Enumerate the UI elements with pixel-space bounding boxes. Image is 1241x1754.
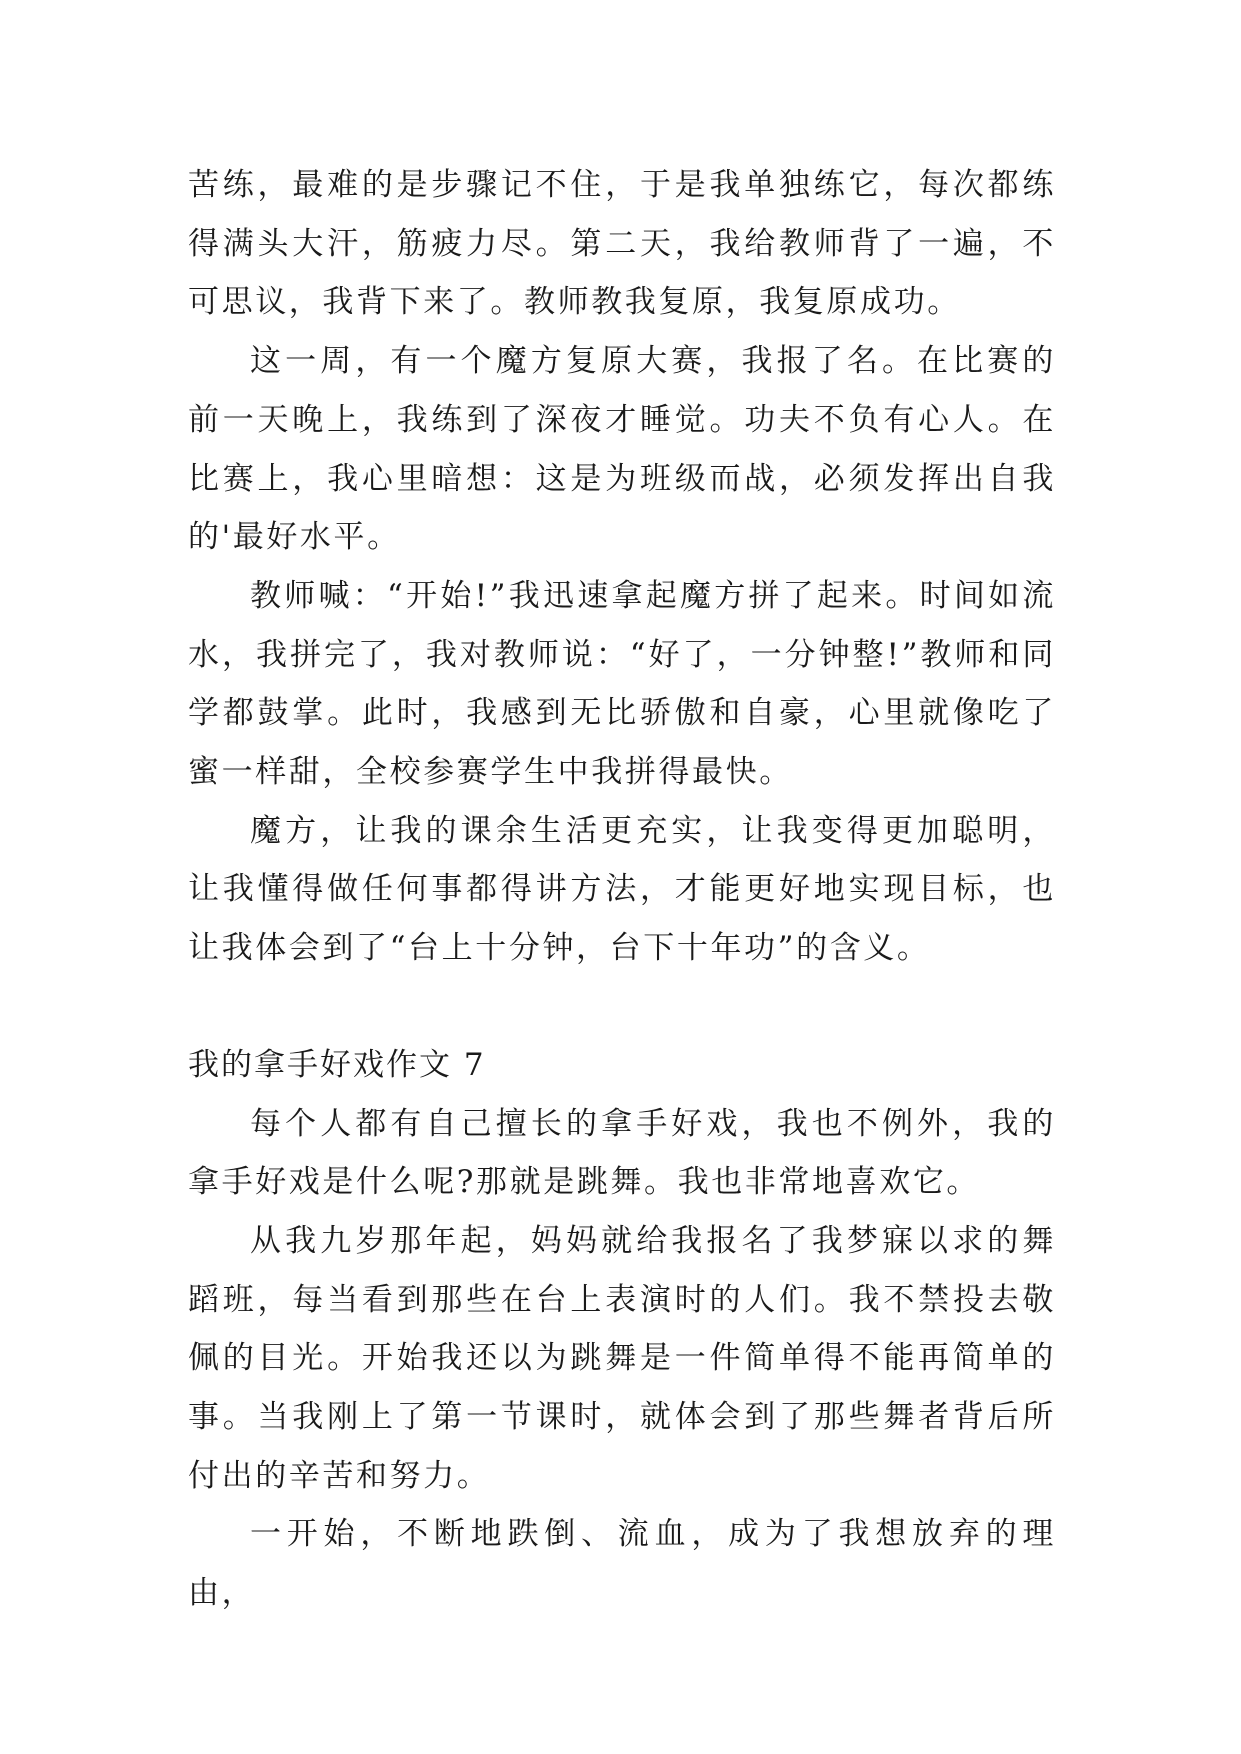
paragraph: 苦练，最难的是步骤记不住，于是我单独练它，每次都练得满头大汗，筋疲力尽。第二天，我给教师背了一遍，不可思议，我背下来了。教师教我复原，我复原成功。 xyxy=(188,167,1056,321)
paragraph: 一开始，不断地跌倒、流血，成为了我想放弃的理由， xyxy=(188,1516,1056,1612)
document-page xyxy=(188,156,1056,1623)
paragraph: 魔方，让我的课余生活更充实，让我变得更加聪明，让我懂得做任何事都得讲方法，才能更好地实现目标，也让我体会到了“台上十分钟，台下十年功”的含义。 xyxy=(188,812,1056,967)
paragraph: 每个人都有自己擅长的拿手好戏，我也不例外，我的拿手好戏是什么呢?那就是跳舞。我也非常地喜欢它。 xyxy=(188,1105,1056,1201)
paragraph: 这一周，有一个魔方复原大赛，我报了名。在比赛的前一天晚上，我练到了深夜才睡觉。功夫不负有心人。在比赛上，我心里暗想：这是为班级而战，必须发挥出自我的'最好水平。 xyxy=(188,343,1056,556)
paragraph: 从我九岁那年起，妈妈就给我报名了我梦寐以求的舞蹈班，每当看到那些在台上表演时的人们。我不禁投去敬佩的目光。开始我还以为跳舞是一件简单得不能再简单的事。当我刚上了第一节课时，就体会到了那些舞者背后所付出的辛苦和努力。 xyxy=(188,1222,1056,1494)
article-title: 我的拿手好戏作文 7 xyxy=(188,1046,486,1083)
paragraph: 教师喊：“开始!”我迅速拿起魔方拼了起来。时间如流水，我拼完了，我对教师说：“好了，一分钟整!”教师和同学都鼓掌。此时，我感到无比骄傲和自豪，心里就像吃了蜜一样甜，全校参赛学生中我拼得最快。 xyxy=(188,577,1056,791)
